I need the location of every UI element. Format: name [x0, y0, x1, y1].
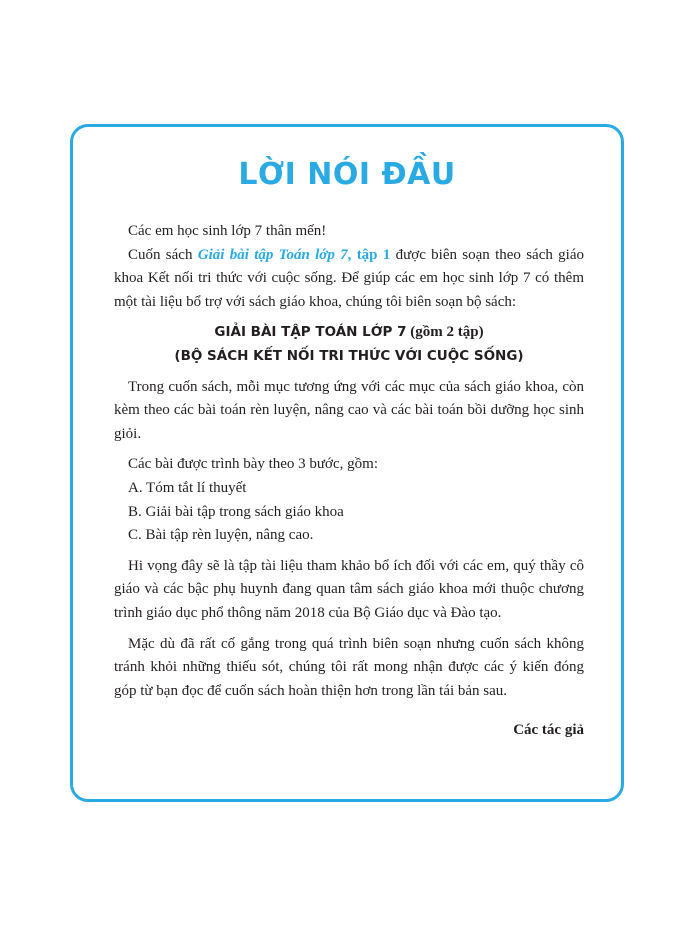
- feedback-paragraph: Mặc dù đã rất cố gắng trong quá trình biên soạn nhưng cuốn sách không tránh khỏi những thiếu sót, chúng tôi rất mong nhận được các ý kiến đóng góp từ bạn đọc để cuốn sách hoàn thiện hơn trong lần tái bản sau.: [114, 635, 584, 699]
- series-subtitle: (BỘ SÁCH KẾT NỐI TRI THỨC VỚI CUỘC SỐNG): [174, 347, 524, 364]
- signature: Các tác giả: [513, 722, 584, 739]
- list-item: B. Giải bài tập trong sách giáo khoa: [128, 503, 344, 520]
- series-note: (gồm 2 tập): [406, 324, 484, 341]
- series-title: GIẢI BÀI TẬP TOÁN LỚP 7: [214, 324, 407, 341]
- series-heading: [114, 321, 584, 368]
- list-item: A. Tóm tắt lí thuyết: [128, 479, 247, 496]
- steps-list: [114, 453, 584, 547]
- intro-after: được biên soạn theo sách giáo khoa Kết nối tri thức với cuộc sống. Để giúp các em học sinh lớp 7 có thêm một tài liệu bổ trợ với sách giáo khoa, chúng tôi biên soạn bộ sách:: [114, 246, 584, 310]
- page-title: LỜI NÓI ĐẦU: [238, 157, 456, 192]
- intro-before: Cuốn sách: [128, 246, 198, 263]
- intro-comma: ,: [347, 246, 357, 263]
- contents-paragraph: Trong cuốn sách, mỗi mục tương ứng với các mục của sách giáo khoa, còn kèm theo các bài toán rèn luyện, nâng cao và các bài toán bồi dưỡng học sinh giỏi.: [114, 378, 584, 442]
- hope-paragraph: Hi vọng đây sẽ là tập tài liệu tham khảo bổ ích đối với các em, quý thầy cô giáo và các bậc phụ huynh đang quan tâm sách giáo khoa mới thuộc chương trình giáo dục phổ thông năm 2018 của Bộ Giáo dục và Đào tạo.: [114, 557, 584, 621]
- list-item: C. Bài tập rèn luyện, nâng cao.: [128, 527, 314, 544]
- series-title-line: [114, 321, 584, 345]
- steps-intro: Các bài được trình bày theo 3 bước, gồm:: [128, 456, 378, 473]
- book-title: Giải bài tập Toán lớp 7: [197, 246, 348, 263]
- greeting: Các em học sinh lớp 7 thân mến!: [128, 223, 327, 239]
- preface-body: [114, 220, 584, 743]
- intro-paragraph: [114, 244, 584, 315]
- book-volume: tập 1: [356, 246, 391, 263]
